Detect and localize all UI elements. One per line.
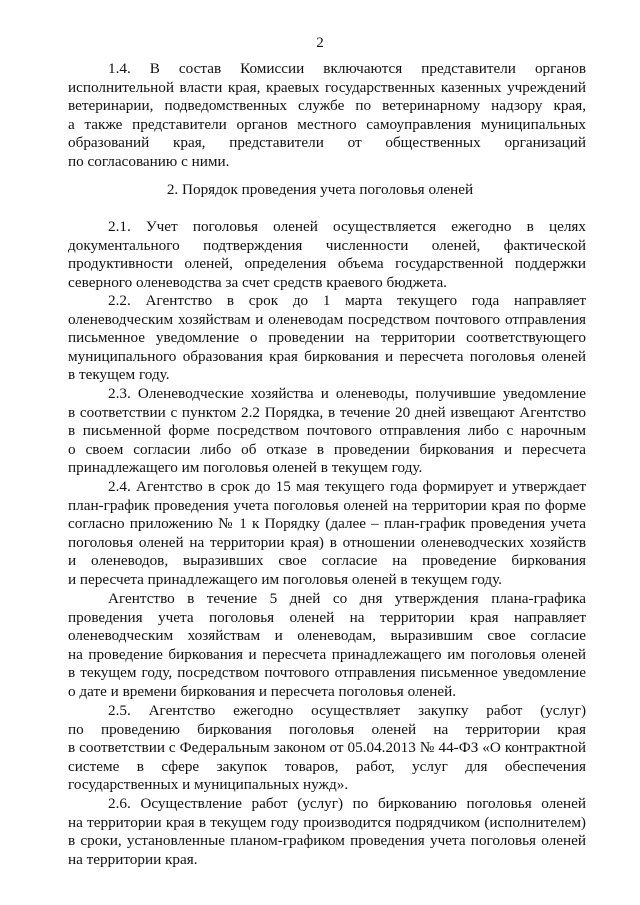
text-line: согласно приложению № 1 к Порядку (далее – план-график проведения учета <box>68 515 586 533</box>
page-number: 2 <box>316 35 324 51</box>
text-line: 2.4. Агентство в срок до 15 мая текущего года формирует и утверждает <box>108 478 586 495</box>
text-line: по проведению биркования поголовья оленей на территории края <box>68 720 586 738</box>
paragraph-2-1 <box>68 218 586 292</box>
text-line: поголовья оленей на территории края) в отношении оленеводческих хозяйств <box>68 533 586 551</box>
text-line: по согласованию с ними. <box>68 152 230 170</box>
text-line: системе в сфере закупок товаров, работ, услуг для обеспечения <box>68 757 586 775</box>
text-line: северного оленеводства за счет средств краевого бюджета. <box>68 273 447 291</box>
text-line: а также представители органов местного самоуправления муниципальных <box>68 115 586 133</box>
paragraph-2-6 <box>68 795 586 869</box>
text-line: проведения учета поголовья оленей на территории края направляет <box>68 608 586 626</box>
text-line: оленеводческим хозяйствам и оленеводам посредством почтового отправления <box>68 310 586 328</box>
text-line: в письменной форме посредством почтового отправления либо с нарочным <box>68 422 586 440</box>
text-line: и пересчета принадлежащего им поголовья оленей в текущем году. <box>68 570 502 588</box>
text-line: муниципального образования края биркования и пересчета поголовья оленей <box>68 347 586 365</box>
text-line: принадлежащего им поголовья оленей в текущем году. <box>68 459 423 477</box>
text-line: в сроки, установленные планом-графиком проведения учета поголовья оленей <box>68 832 586 850</box>
text-line: в соответствии с Федеральным законом от 05.04.2013 № 44-ФЗ «О контрактной <box>68 739 586 757</box>
section-heading: 2. Порядок проведения учета поголовья оленей <box>166 181 474 198</box>
text-line: о своем согласии либо об отказе в проведении биркования и пересчета <box>68 440 586 458</box>
text-line: 2.5. Агентство ежегодно осуществляет закупку работ (услуг) <box>108 702 586 719</box>
text-line: в текущем году, посредством почтового отправления письменное уведомление <box>68 664 586 682</box>
paragraph-1-4 <box>68 60 586 172</box>
text-line: образований края, представители от общественных организаций <box>68 134 586 152</box>
text-line: 2.2. Агентство в срок до 1 марта текущего года направляет <box>108 292 586 309</box>
paragraph-2-4 <box>68 478 586 590</box>
paragraph-2-4-continued <box>68 590 586 702</box>
text-line: исполнительной власти края, краевых государственных казенных учреждений <box>68 78 586 96</box>
text-line: и оленеводов, выразивших свое согласие на проведение биркования <box>68 552 586 570</box>
text-line: Агентство в течение 5 дней со дня утверждения плана-графика <box>108 590 586 607</box>
text-line: продуктивности оленей, определения объема государственной поддержки <box>68 255 586 273</box>
text-line: 1.4. В состав Комиссии включаются представители органов <box>108 60 586 77</box>
text-line: в соответствии с пунктом 2.2 Порядка, в течение 20 дней извещают Агентство <box>68 403 586 421</box>
text-line: письменное уведомление о проведении на территории соответствующего <box>68 329 586 347</box>
text-line: 2.3. Оленеводческие хозяйства и оленеводы, получившие уведомление <box>108 385 586 402</box>
text-line: государственных и муниципальных нужд». <box>68 776 349 794</box>
text-line: о дате и времени биркования и пересчета поголовья оленей. <box>68 682 457 700</box>
text-line: ветеринарии, подведомственных службе по ветеринарному надзору края, <box>68 97 586 115</box>
text-line: 2.6. Осуществление работ (услуг) по биркованию поголовья оленей <box>108 795 586 812</box>
paragraph-2-3 <box>68 385 586 478</box>
text-line: на проведение биркования и пересчета принадлежащего им поголовья оленей <box>68 645 586 663</box>
paragraph-2-5 <box>68 702 586 795</box>
text-line: в текущем году. <box>68 366 170 384</box>
text-line: на территории края в текущем году производится подрядчиком (исполнителем) <box>68 813 586 831</box>
paragraph-2-2 <box>68 292 586 385</box>
text-line: оленеводческим хозяйствам и оленеводам, выразившим свое согласие <box>68 627 586 645</box>
text-line: план-график проведения учета поголовья оленей на территории края по форме <box>68 496 586 514</box>
text-line: на территории края. <box>68 850 198 868</box>
text-line: документального подтверждения численности оленей, фактической <box>68 236 586 254</box>
text-line: 2.1. Учет поголовья оленей осуществляется ежегодно в целях <box>108 218 586 235</box>
